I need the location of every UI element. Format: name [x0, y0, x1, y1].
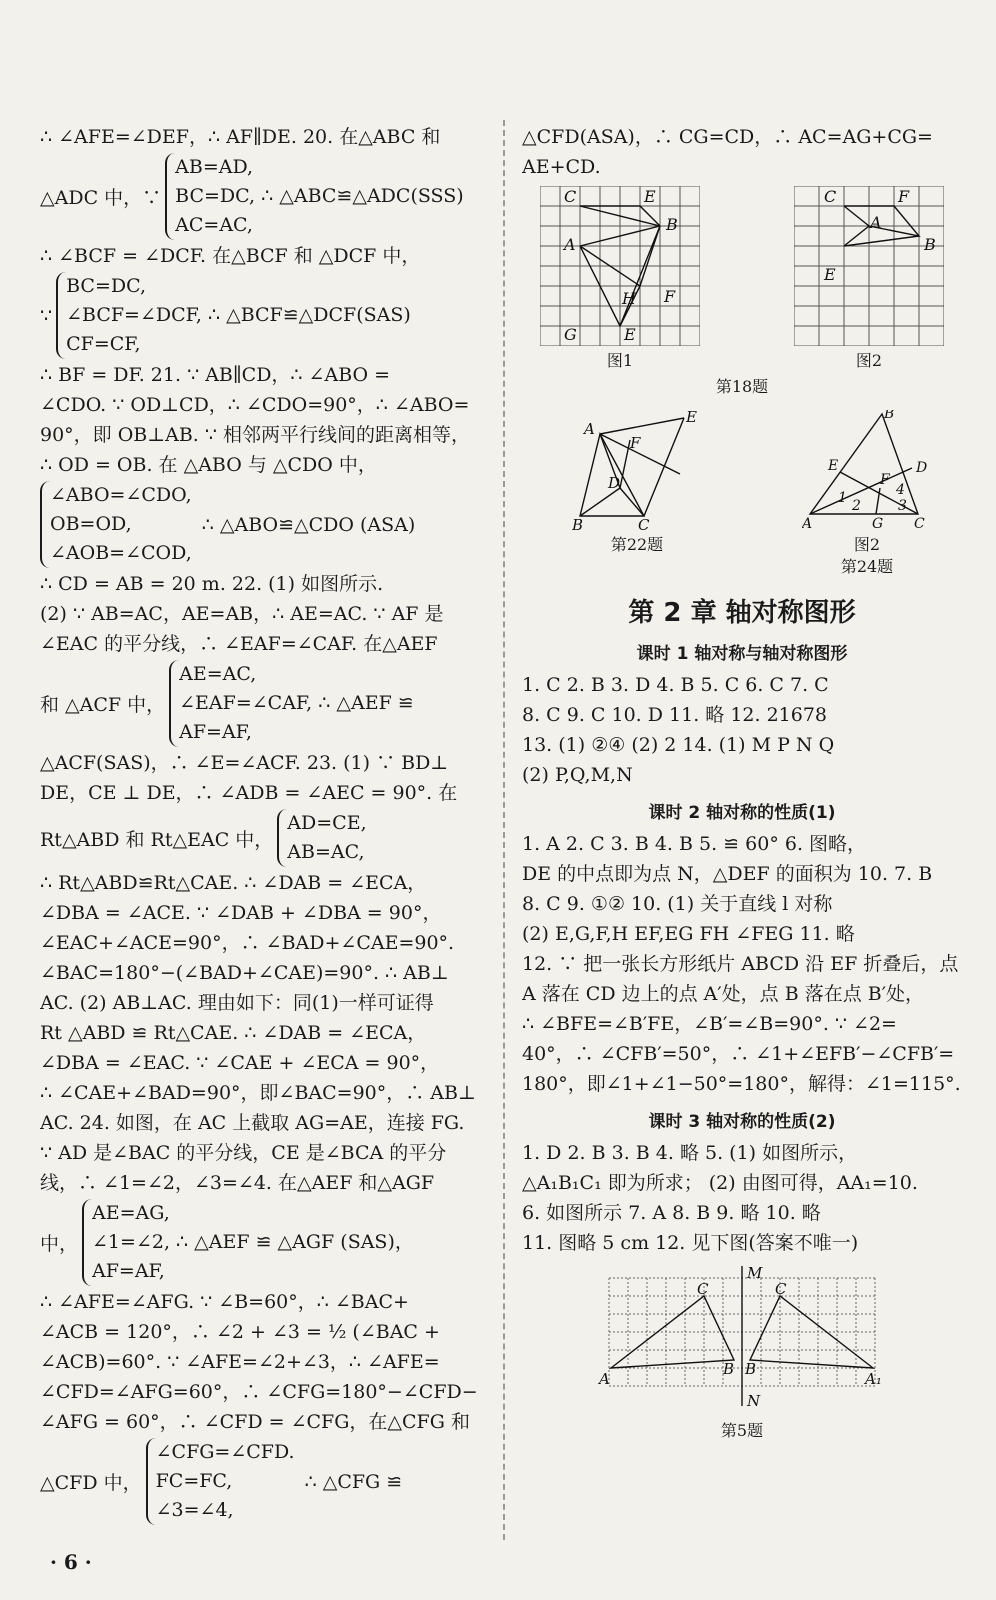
- text-line: (2) ∵ AB=AC，AE=AB，∴ AE=AC. ∵ AF 是: [40, 603, 444, 625]
- text-line: ∵ AD 是∠BAC 的平分线，CE 是∠BCA 的平分: [40, 1142, 447, 1164]
- text-line: △A₁B₁C₁ 即为所求； (2) 由图可得，AA₁=10.: [522, 1172, 918, 1194]
- text-line: 线，∴ ∠1=∠2，∠3=∠4. 在△AEF 和△AGF: [40, 1172, 435, 1194]
- system-line: ∠EAF=∠CAF, ∴ △AEF ≌: [179, 692, 414, 714]
- system-line: AF=AF,: [92, 1260, 165, 1282]
- equation-system: [40, 809, 486, 867]
- text-line: 12. ∵ 把一张长方形纸片 ABCD 沿 EF 折叠后，点: [522, 953, 959, 975]
- text-line: ∴ Rt△ABD≌Rt△CAE. ∴ ∠DAB = ∠ECA，: [40, 872, 427, 894]
- chapter-title: 第 2 章 轴对称图形: [628, 598, 856, 628]
- brace: [40, 481, 192, 568]
- figure-24: [802, 410, 932, 578]
- point-label: H: [622, 289, 636, 308]
- equation-system: [40, 660, 486, 747]
- system-line: AE=AG,: [92, 1202, 170, 1224]
- point-label: B: [723, 1360, 735, 1378]
- figure-caption: 图1: [606, 351, 634, 370]
- point-label: C: [697, 1280, 709, 1298]
- point-label: E: [686, 410, 697, 426]
- text-line: ∠EAC+∠ACE=90°，∴ ∠BAD+∠CAE=90°.: [40, 932, 455, 954]
- equation-system: [40, 272, 486, 359]
- figure-title: 第5题: [720, 1421, 764, 1440]
- point-label: A: [870, 213, 882, 232]
- brace: [165, 153, 464, 240]
- point-label: E: [624, 325, 636, 344]
- brace: [146, 1438, 295, 1525]
- point-label: G: [872, 516, 884, 530]
- axis-label: M: [747, 1266, 763, 1282]
- point-label: B: [572, 516, 584, 530]
- figure-18-2: [794, 186, 944, 372]
- text-line: ∴ OD = OB. 在 △ABO 与 △CDO 中，: [40, 454, 377, 476]
- figure-caption: 图2: [855, 351, 883, 370]
- system-line: ∠BCF=∠DCF, ∴ △BCF≌△DCF(SAS): [66, 304, 411, 326]
- text-line: ∠EAC 的平分线，∴ ∠EAF=∠CAF. 在△AEF: [40, 633, 438, 655]
- grid-figure-5: [597, 1266, 887, 1416]
- system-prefix: 和 △ACF 中，: [40, 694, 166, 716]
- text-line: ∴ ∠AFE=∠AFG. ∵ ∠B=60°，∴ ∠BAC+: [40, 1291, 409, 1313]
- text-line: 13. (1) ②④ (2) 2 14. (1) M P N Q: [522, 734, 835, 756]
- figure-caption: 图2: [853, 535, 881, 554]
- point-label: C: [824, 187, 837, 206]
- text-line: ∠AFG = 60°，∴ ∠CFD = ∠CFG，在△CFG 和: [40, 1411, 470, 1433]
- system-suffix: ∴ △ABO≌△CDO (ASA): [201, 513, 416, 536]
- system-line: ∠ABO=∠CDO,: [50, 484, 192, 506]
- text-line: 1. A 2. C 3. B 4. B 5. ≌ 60° 6. 图略，: [522, 833, 867, 855]
- system-line: BC=DC, ∴ △ABC≌△ADC(SSS): [175, 185, 464, 207]
- point-label: C: [775, 1280, 787, 1298]
- system-line: ∠CFG=∠CFD.: [155, 1441, 295, 1463]
- system-prefix: ∵: [40, 304, 53, 327]
- point-label: E: [824, 265, 836, 284]
- angle-label: 4: [896, 482, 905, 498]
- point-label: C: [638, 516, 650, 530]
- text-line: △ACF(SAS)，∴ ∠E=∠ACF. 23. (1) ∵ BD⊥: [40, 752, 449, 774]
- angle-label: 1: [838, 490, 847, 506]
- system-line: AE=AC,: [179, 663, 257, 685]
- system-line: FC=FC,: [155, 1470, 233, 1492]
- page-number: · 6 ·: [50, 1550, 92, 1574]
- equation-system: [40, 1199, 486, 1286]
- system-line: ∠AOB=∠COD,: [50, 542, 192, 564]
- point-label: C: [914, 516, 925, 530]
- figures-22-24: [522, 402, 962, 578]
- text-line: 180°，即∠1+∠1−50°=180°，解得：∠1=115°.: [522, 1073, 961, 1095]
- right-column: [522, 122, 962, 1442]
- grid-figure-1: [540, 186, 700, 346]
- text-line: AC. 24. 如图，在 AC 上截取 AG=AE，连接 FG.: [40, 1112, 465, 1134]
- figure-22: [572, 410, 702, 578]
- text-line: ∴ ∠CAE+∠BAD=90°，即∠BAC=90°，∴ AB⊥: [40, 1082, 476, 1104]
- text-line: ∠CFD=∠AFG=60°，∴ ∠CFG=180°−∠CFD−: [40, 1381, 478, 1403]
- point-label: B: [884, 410, 895, 422]
- point-label: F: [898, 187, 910, 206]
- equation-system: [40, 153, 486, 240]
- figure-18-1: [540, 186, 700, 372]
- text-line: 6. 如图所示 7. A 8. B 9. 略 10. 略: [522, 1202, 821, 1224]
- point-label: B: [924, 235, 936, 254]
- text-line: (2) P,Q,M,N: [522, 764, 633, 786]
- text-line: 1. D 2. B 3. B 4. 略 5. (1) 如图所示，: [522, 1142, 858, 1164]
- figure-5: [522, 1266, 962, 1442]
- brace: [277, 809, 366, 867]
- system-line: ∠3=∠4,: [155, 1499, 234, 1521]
- figure-title: 第18题: [715, 377, 769, 396]
- text-line: ∠ACB = 120°，∴ ∠2 + ∠3 = ½ (∠BAC +: [40, 1321, 440, 1343]
- figure-title: 第22题: [610, 535, 664, 554]
- text-line: A 落在 CD 边上的点 A′处，点 B 落在点 B′处，: [522, 983, 925, 1005]
- system-line: AC=AC,: [175, 214, 253, 236]
- point-label: C: [564, 187, 577, 206]
- text-line: 8. C 9. ①② 10. (1) 关于直线 l 对称: [522, 893, 833, 915]
- grid-figure-2: [794, 186, 944, 346]
- system-line: ∠1=∠2, ∴ △AEF ≌ △AGF (SAS)，: [92, 1231, 414, 1253]
- text-line: DE 的中点即为点 N，△DEF 的面积为 10. 7. B: [522, 863, 933, 885]
- text-line: ∠BAC=180°−(∠BAD+∠CAE)=90°. ∴ AB⊥: [40, 962, 449, 984]
- text-line: AC. (2) AB⊥AC. 理由如下：同(1)一样可证得: [40, 992, 434, 1014]
- text-line: 8. C 9. C 10. D 11. 略 12. 21678: [522, 704, 828, 726]
- figure-title: 第24题: [840, 557, 894, 576]
- equation-system: [40, 1438, 486, 1525]
- brace: [56, 272, 411, 359]
- text-line: 40°，∴ ∠CFB′=50°，∴ ∠1+∠EFB′−∠CFB′=: [522, 1043, 955, 1065]
- text-line: Rt △ABD ≌ Rt△CAE. ∴ ∠DAB = ∠ECA，: [40, 1022, 427, 1044]
- text-line: ∠CDO. ∵ OD⊥CD，∴ ∠CDO=90°，∴ ∠ABO=: [40, 394, 470, 416]
- equation-system: [40, 481, 486, 568]
- point-label: B: [666, 215, 678, 234]
- text-line: ∴ BF = DF. 21. ∵ AB∥CD，∴ ∠ABO =: [40, 364, 391, 386]
- system-line: AD=CE,: [287, 812, 367, 834]
- text-line: AE+CD.: [522, 156, 601, 178]
- text-line: DE，CE ⊥ DE，∴ ∠ADB = ∠AEC = 90°. 在: [40, 782, 458, 804]
- system-line: CF=CF,: [66, 333, 141, 355]
- text-line: △CFD(ASA)，∴ CG=CD，∴ AC=AG+CG=: [522, 126, 933, 148]
- lesson-title: 课时 1 轴对称与轴对称图形: [636, 644, 848, 664]
- text-line: 1. C 2. B 3. D 4. B 5. C 6. C 7. C: [522, 674, 829, 696]
- brace: [169, 660, 414, 747]
- point-label: A₁: [865, 1370, 882, 1388]
- text-line: ∴ ∠AFE=∠DEF，∴ AF∥DE. 20. 在△ABC 和: [40, 126, 441, 148]
- system-line: AB=AC,: [287, 841, 365, 863]
- system-prefix: △CFD 中，: [40, 1472, 142, 1494]
- point-label: B: [745, 1360, 757, 1378]
- text-line: ∠DBA = ∠ACE. ∵ ∠DAB + ∠DBA = 90°，: [40, 902, 442, 924]
- text-line: ∴ CD = AB = 20 m. 22. (1) 如图所示.: [40, 573, 384, 595]
- column-divider: [503, 120, 505, 1540]
- system-line: BC=DC,: [66, 275, 146, 297]
- point-label: A: [802, 516, 813, 530]
- angle-label: 2: [852, 498, 861, 514]
- system-suffix: ∴ △CFG ≌: [304, 1470, 403, 1493]
- axis-label: N: [747, 1392, 761, 1410]
- text-line: 90°，即 OB⊥AB. ∵ 相邻两平行线间的距离相等，: [40, 424, 471, 446]
- point-label: A: [599, 1370, 610, 1388]
- text-line: 11. 图略 5 cm 12. 见下图(答案不唯一): [522, 1232, 859, 1254]
- text-line: ∴ ∠BFE=∠B′FE，∠B′=∠B=90°. ∵ ∠2=: [522, 1013, 897, 1035]
- point-label: E: [644, 187, 656, 206]
- point-label: D: [608, 474, 621, 492]
- point-label: A: [564, 235, 576, 254]
- angle-label: 3: [898, 498, 907, 514]
- point-label: F: [664, 287, 676, 306]
- point-label: F: [630, 434, 641, 452]
- figure-18: [522, 186, 962, 372]
- system-prefix: △ADC 中，∵: [40, 187, 162, 209]
- text-line: ∠ACB)=60°. ∵ ∠AFE=∠2+∠3，∴ ∠AFE=: [40, 1351, 440, 1373]
- lesson-title: 课时 3 轴对称的性质(2): [648, 1112, 836, 1132]
- brace: [82, 1199, 414, 1286]
- system-prefix: 中，: [40, 1233, 79, 1255]
- triangle-figure-22: [572, 410, 702, 530]
- text-line: ∠DBA = ∠EAC. ∵ ∠CAE + ∠ECA = 90°，: [40, 1052, 440, 1074]
- triangle-figure-24: [802, 410, 932, 530]
- point-label: G: [564, 325, 577, 344]
- point-label: A: [584, 420, 595, 438]
- point-label: F: [880, 472, 890, 488]
- point-label: D: [916, 460, 928, 476]
- system-line: OB=OD,: [50, 513, 132, 535]
- system-line: AF=AF,: [179, 721, 252, 743]
- lesson-title: 课时 2 轴对称的性质(1): [648, 803, 836, 823]
- text-line: (2) E,G,F,H EF,EG FH ∠FEG 11. 略: [522, 923, 855, 945]
- text-line: ∴ ∠BCF = ∠DCF. 在△BCF 和 △DCF 中，: [40, 245, 421, 267]
- system-line: AB=AD,: [175, 156, 254, 178]
- left-column: [40, 122, 486, 1526]
- point-label: E: [828, 458, 839, 474]
- system-prefix: Rt△ABD 和 Rt△EAC 中，: [40, 828, 274, 851]
